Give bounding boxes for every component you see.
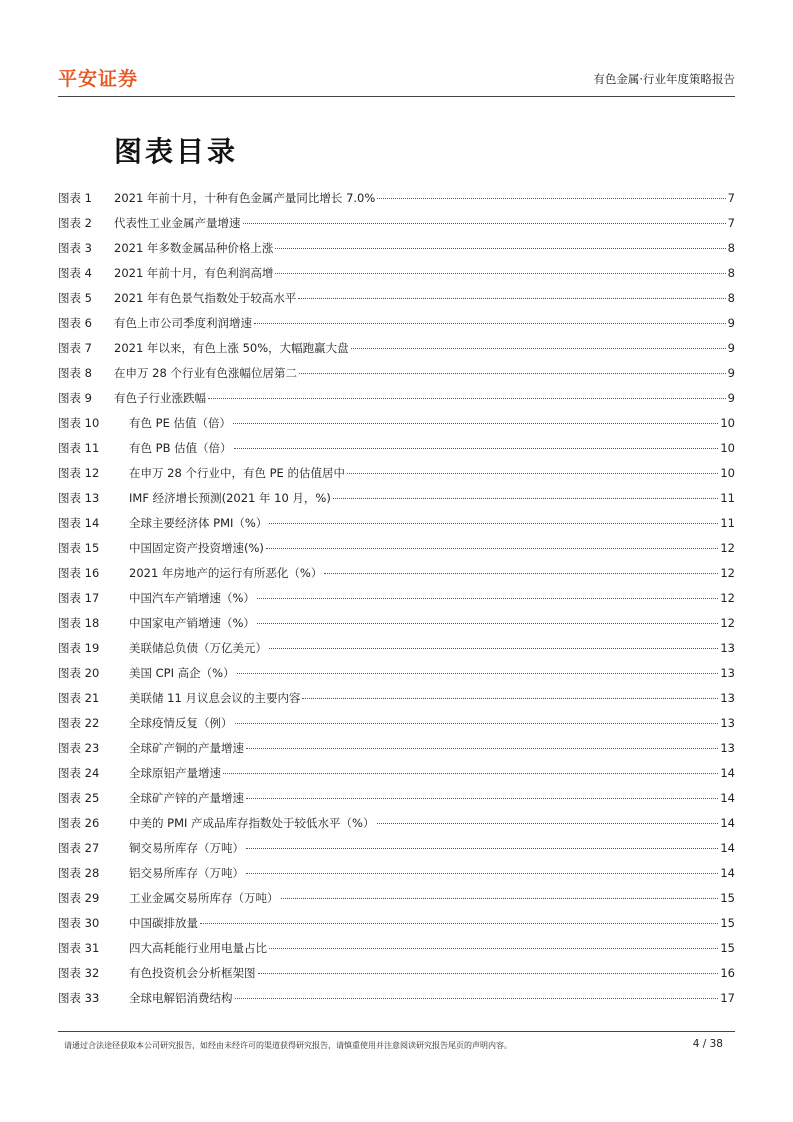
toc-entry-page: 14: [720, 766, 735, 780]
toc-entry-title: 有色 PB 估值（倍）: [129, 441, 232, 455]
toc-dot-leader: [237, 673, 719, 674]
toc-entry-title: 2021 年有色景气指数处于较高水平: [114, 291, 297, 305]
toc-entry-page: 12: [720, 591, 735, 605]
toc-entry-title: IMF 经济增长预测(2021 年 10 月，%): [129, 491, 331, 505]
toc-entry[interactable]: [58, 315, 735, 340]
toc-entry-number: 图表 16: [58, 566, 100, 580]
toc-entry[interactable]: [58, 790, 735, 815]
toc-entry[interactable]: [58, 540, 735, 565]
toc-entry[interactable]: [58, 215, 735, 240]
toc-entry-page: 13: [720, 666, 735, 680]
toc-entry-number: 图表 21: [58, 691, 100, 705]
toc-entry-page: 13: [720, 641, 735, 655]
toc-entry[interactable]: [58, 265, 735, 290]
toc-dot-leader: [351, 348, 726, 349]
toc-entry-title: 2021 年前十月，有色利润高增: [114, 266, 274, 280]
toc-entry-number: 图表 26: [58, 816, 100, 830]
page-footer: [58, 1031, 735, 1056]
toc-entry[interactable]: [58, 390, 735, 415]
toc-entry-page: 10: [720, 441, 735, 455]
toc-entry-title: 美国 CPI 高企（%）: [129, 666, 235, 680]
toc-entry-title: 在申万 28 个行业有色涨幅位居第二: [114, 366, 297, 380]
toc-entry-number: 图表 24: [58, 766, 100, 780]
toc-dot-leader: [281, 898, 719, 899]
toc-entry[interactable]: [58, 190, 735, 215]
toc-entry-title: 全球主要经济体 PMI（%）: [129, 516, 268, 530]
toc-entry[interactable]: [58, 690, 735, 715]
toc-entry[interactable]: [58, 640, 735, 665]
toc-entry[interactable]: [58, 565, 735, 590]
toc-dot-leader: [347, 473, 718, 474]
toc-entry-title: 中国汽车产销增速（%）: [129, 591, 255, 605]
toc-entry[interactable]: [58, 290, 735, 315]
page-title: 图表目录: [114, 135, 239, 168]
toc-entry-number: 图表 15: [58, 541, 100, 555]
toc-dot-leader: [243, 223, 726, 224]
toc-entry-number: 图表 12: [58, 466, 100, 480]
toc-entry-title: 铜交易所库存（万吨）: [129, 841, 244, 855]
toc-entry-number: 图表 10: [58, 416, 100, 430]
toc-dot-leader: [200, 923, 718, 924]
toc-entry[interactable]: [58, 765, 735, 790]
toc-entry-page: 9: [727, 366, 735, 380]
toc-dot-leader: [233, 423, 718, 424]
toc-dot-leader: [275, 273, 725, 274]
toc-entry-page: 17: [720, 991, 735, 1005]
toc-entry-title: 全球矿产锌的产量增速: [129, 791, 244, 805]
toc-entry[interactable]: [58, 465, 735, 490]
toc-entry-number: 图表 7: [58, 341, 92, 355]
toc-entry-page: 14: [720, 816, 735, 830]
toc-entry-number: 图表 4: [58, 266, 92, 280]
toc-dot-leader: [246, 848, 718, 849]
toc-entry[interactable]: [58, 840, 735, 865]
toc-entry-page: 8: [727, 241, 735, 255]
toc-dot-leader: [235, 723, 719, 724]
toc-entry-number: 图表 33: [58, 991, 100, 1005]
toc-entry-title: 中美的 PMI 产成品库存指数处于较低水平（%）: [129, 816, 375, 830]
toc-entry[interactable]: [58, 740, 735, 765]
toc-entry-page: 9: [727, 316, 735, 330]
toc-entry[interactable]: [58, 715, 735, 740]
toc-entry-number: 图表 6: [58, 316, 92, 330]
toc-entry[interactable]: [58, 365, 735, 390]
toc-entry-title: 全球矿产铜的产量增速: [129, 741, 244, 755]
toc-entry-title: 2021 年前十月，十种有色金属产量同比增长 7.0%: [114, 191, 376, 205]
page-header: [58, 62, 735, 97]
toc-entry-page: 8: [727, 291, 735, 305]
toc-entry-title: 全球疫情反复（例）: [129, 716, 233, 730]
toc-entry-page: 9: [727, 391, 735, 405]
toc-entry[interactable]: [58, 490, 735, 515]
toc-entry-page: 10: [720, 466, 735, 480]
toc-dot-leader: [235, 998, 719, 999]
toc-dot-leader: [258, 973, 719, 974]
toc-dot-leader: [257, 623, 718, 624]
toc-entry-page: 10: [720, 416, 735, 430]
toc-dot-leader: [246, 798, 718, 799]
toc-dot-leader: [298, 298, 725, 299]
toc-entry-title: 在申万 28 个行业中，有色 PE 的估值居中: [129, 466, 345, 480]
toc-entry-number: 图表 22: [58, 716, 100, 730]
toc-entry-number: 图表 20: [58, 666, 100, 680]
toc-list: [58, 190, 735, 1015]
toc-entry[interactable]: [58, 815, 735, 840]
toc-entry-page: 14: [720, 866, 735, 880]
toc-entry[interactable]: [58, 940, 735, 965]
toc-entry[interactable]: [58, 890, 735, 915]
toc-dot-leader: [234, 448, 719, 449]
toc-entry-title: 2021 年房地产的运行有所恶化（%）: [129, 566, 323, 580]
toc-entry-number: 图表 25: [58, 791, 100, 805]
toc-entry[interactable]: [58, 590, 735, 615]
toc-entry-page: 14: [720, 791, 735, 805]
footer-disclaimer: 请通过合法途径获取本公司研究报告，如经由未经许可的渠道获得研究报告，请慎重使用并注意阅读研究报告尾页的声明内容。: [64, 1041, 512, 1050]
toc-entry-title: 2021 年以来，有色上涨 50%，大幅跑赢大盘: [114, 341, 349, 355]
toc-entry-page: 11: [720, 516, 735, 530]
toc-entry-page: 13: [720, 691, 735, 705]
toc-entry-title: 有色投资机会分析框架图: [129, 966, 256, 980]
toc-dot-leader: [377, 198, 725, 199]
toc-entry-page: 7: [727, 216, 735, 230]
company-logo: 平安证券: [58, 68, 139, 90]
toc-dot-leader: [246, 748, 718, 749]
toc-entry-page: 7: [727, 191, 735, 205]
toc-dot-leader: [269, 648, 718, 649]
toc-entry-number: 图表 17: [58, 591, 100, 605]
toc-entry-title: 铝交易所库存（万吨）: [129, 866, 244, 880]
toc-entry-number: 图表 2: [58, 216, 92, 230]
toc-entry-number: 图表 31: [58, 941, 100, 955]
toc-entry-page: 11: [720, 491, 735, 505]
toc-entry[interactable]: [58, 915, 735, 940]
toc-entry-title: 工业金属交易所库存（万吨）: [129, 891, 279, 905]
toc-dot-leader: [246, 873, 718, 874]
toc-dot-leader: [275, 248, 725, 249]
toc-dot-leader: [269, 523, 718, 524]
toc-entry[interactable]: [58, 990, 735, 1015]
toc-entry-number: 图表 1: [58, 191, 92, 205]
toc-entry-number: 图表 27: [58, 841, 100, 855]
toc-entry-title: 美联储 11 月议息会议的主要内容: [129, 691, 301, 705]
toc-entry-number: 图表 32: [58, 966, 100, 980]
toc-dot-leader: [302, 698, 718, 699]
toc-entry-page: 15: [720, 891, 735, 905]
toc-entry-title: 中国碳排放量: [129, 916, 198, 930]
toc-entry[interactable]: [58, 440, 735, 465]
toc-dot-leader: [299, 373, 726, 374]
toc-entry-title: 中国固定资产投资增速(%): [129, 541, 264, 555]
toc-entry-page: 14: [720, 841, 735, 855]
toc-entry[interactable]: [58, 415, 735, 440]
toc-entry-number: 图表 14: [58, 516, 100, 530]
toc-entry-number: 图表 3: [58, 241, 92, 255]
toc-dot-leader: [333, 498, 719, 499]
toc-entry-title: 中国家电产销增速（%）: [129, 616, 255, 630]
toc-entry-title: 2021 年多数金属品种价格上涨: [114, 241, 274, 255]
toc-entry-page: 13: [720, 716, 735, 730]
toc-dot-leader: [223, 773, 718, 774]
toc-entry-title: 代表性工业金属产量增速: [114, 216, 241, 230]
toc-entry[interactable]: [58, 865, 735, 890]
toc-entry-number: 图表 29: [58, 891, 100, 905]
toc-entry-number: 图表 9: [58, 391, 92, 405]
toc-entry-page: 12: [720, 541, 735, 555]
toc-entry-number: 图表 8: [58, 366, 92, 380]
toc-entry-title: 美联储总负债（万亿美元）: [129, 641, 267, 655]
toc-entry[interactable]: [58, 515, 735, 540]
toc-entry-number: 图表 19: [58, 641, 100, 655]
toc-entry-title: 四大高耗能行业用电量占比: [129, 941, 267, 955]
toc-entry-title: 有色 PE 估值（倍）: [129, 416, 232, 430]
toc-entry-number: 图表 18: [58, 616, 100, 630]
toc-entry-page: 9: [727, 341, 735, 355]
toc-entry[interactable]: [58, 340, 735, 365]
toc-entry-page: 15: [720, 916, 735, 930]
toc-dot-leader: [208, 398, 726, 399]
toc-entry-number: 图表 23: [58, 741, 100, 755]
toc-entry[interactable]: [58, 615, 735, 640]
toc-entry-page: 16: [720, 966, 735, 980]
toc-dot-leader: [266, 548, 718, 549]
toc-dot-leader: [377, 823, 719, 824]
toc-entry-number: 图表 28: [58, 866, 100, 880]
page-number: 4 / 38: [692, 1038, 723, 1050]
toc-entry[interactable]: [58, 240, 735, 265]
toc-dot-leader: [254, 323, 726, 324]
toc-entry[interactable]: [58, 665, 735, 690]
toc-entry-page: 8: [727, 266, 735, 280]
toc-entry-number: 图表 11: [58, 441, 100, 455]
toc-entry[interactable]: [58, 965, 735, 990]
toc-dot-leader: [269, 948, 718, 949]
toc-entry-page: 12: [720, 616, 735, 630]
toc-dot-leader: [257, 598, 718, 599]
toc-entry-title: 全球电解铝消费结构: [129, 991, 233, 1005]
report-type: 有色金属·行业年度策略报告: [593, 72, 735, 86]
toc-entry-page: 12: [720, 566, 735, 580]
toc-entry-number: 图表 5: [58, 291, 92, 305]
toc-entry-page: 13: [720, 741, 735, 755]
toc-entry-number: 图表 13: [58, 491, 100, 505]
toc-dot-leader: [324, 573, 718, 574]
toc-entry-title: 有色子行业涨跌幅: [114, 391, 206, 405]
toc-entry-number: 图表 30: [58, 916, 100, 930]
toc-entry-title: 全球原铝产量增速: [129, 766, 221, 780]
toc-entry-title: 有色上市公司季度利润增速: [114, 316, 252, 330]
toc-entry-page: 15: [720, 941, 735, 955]
